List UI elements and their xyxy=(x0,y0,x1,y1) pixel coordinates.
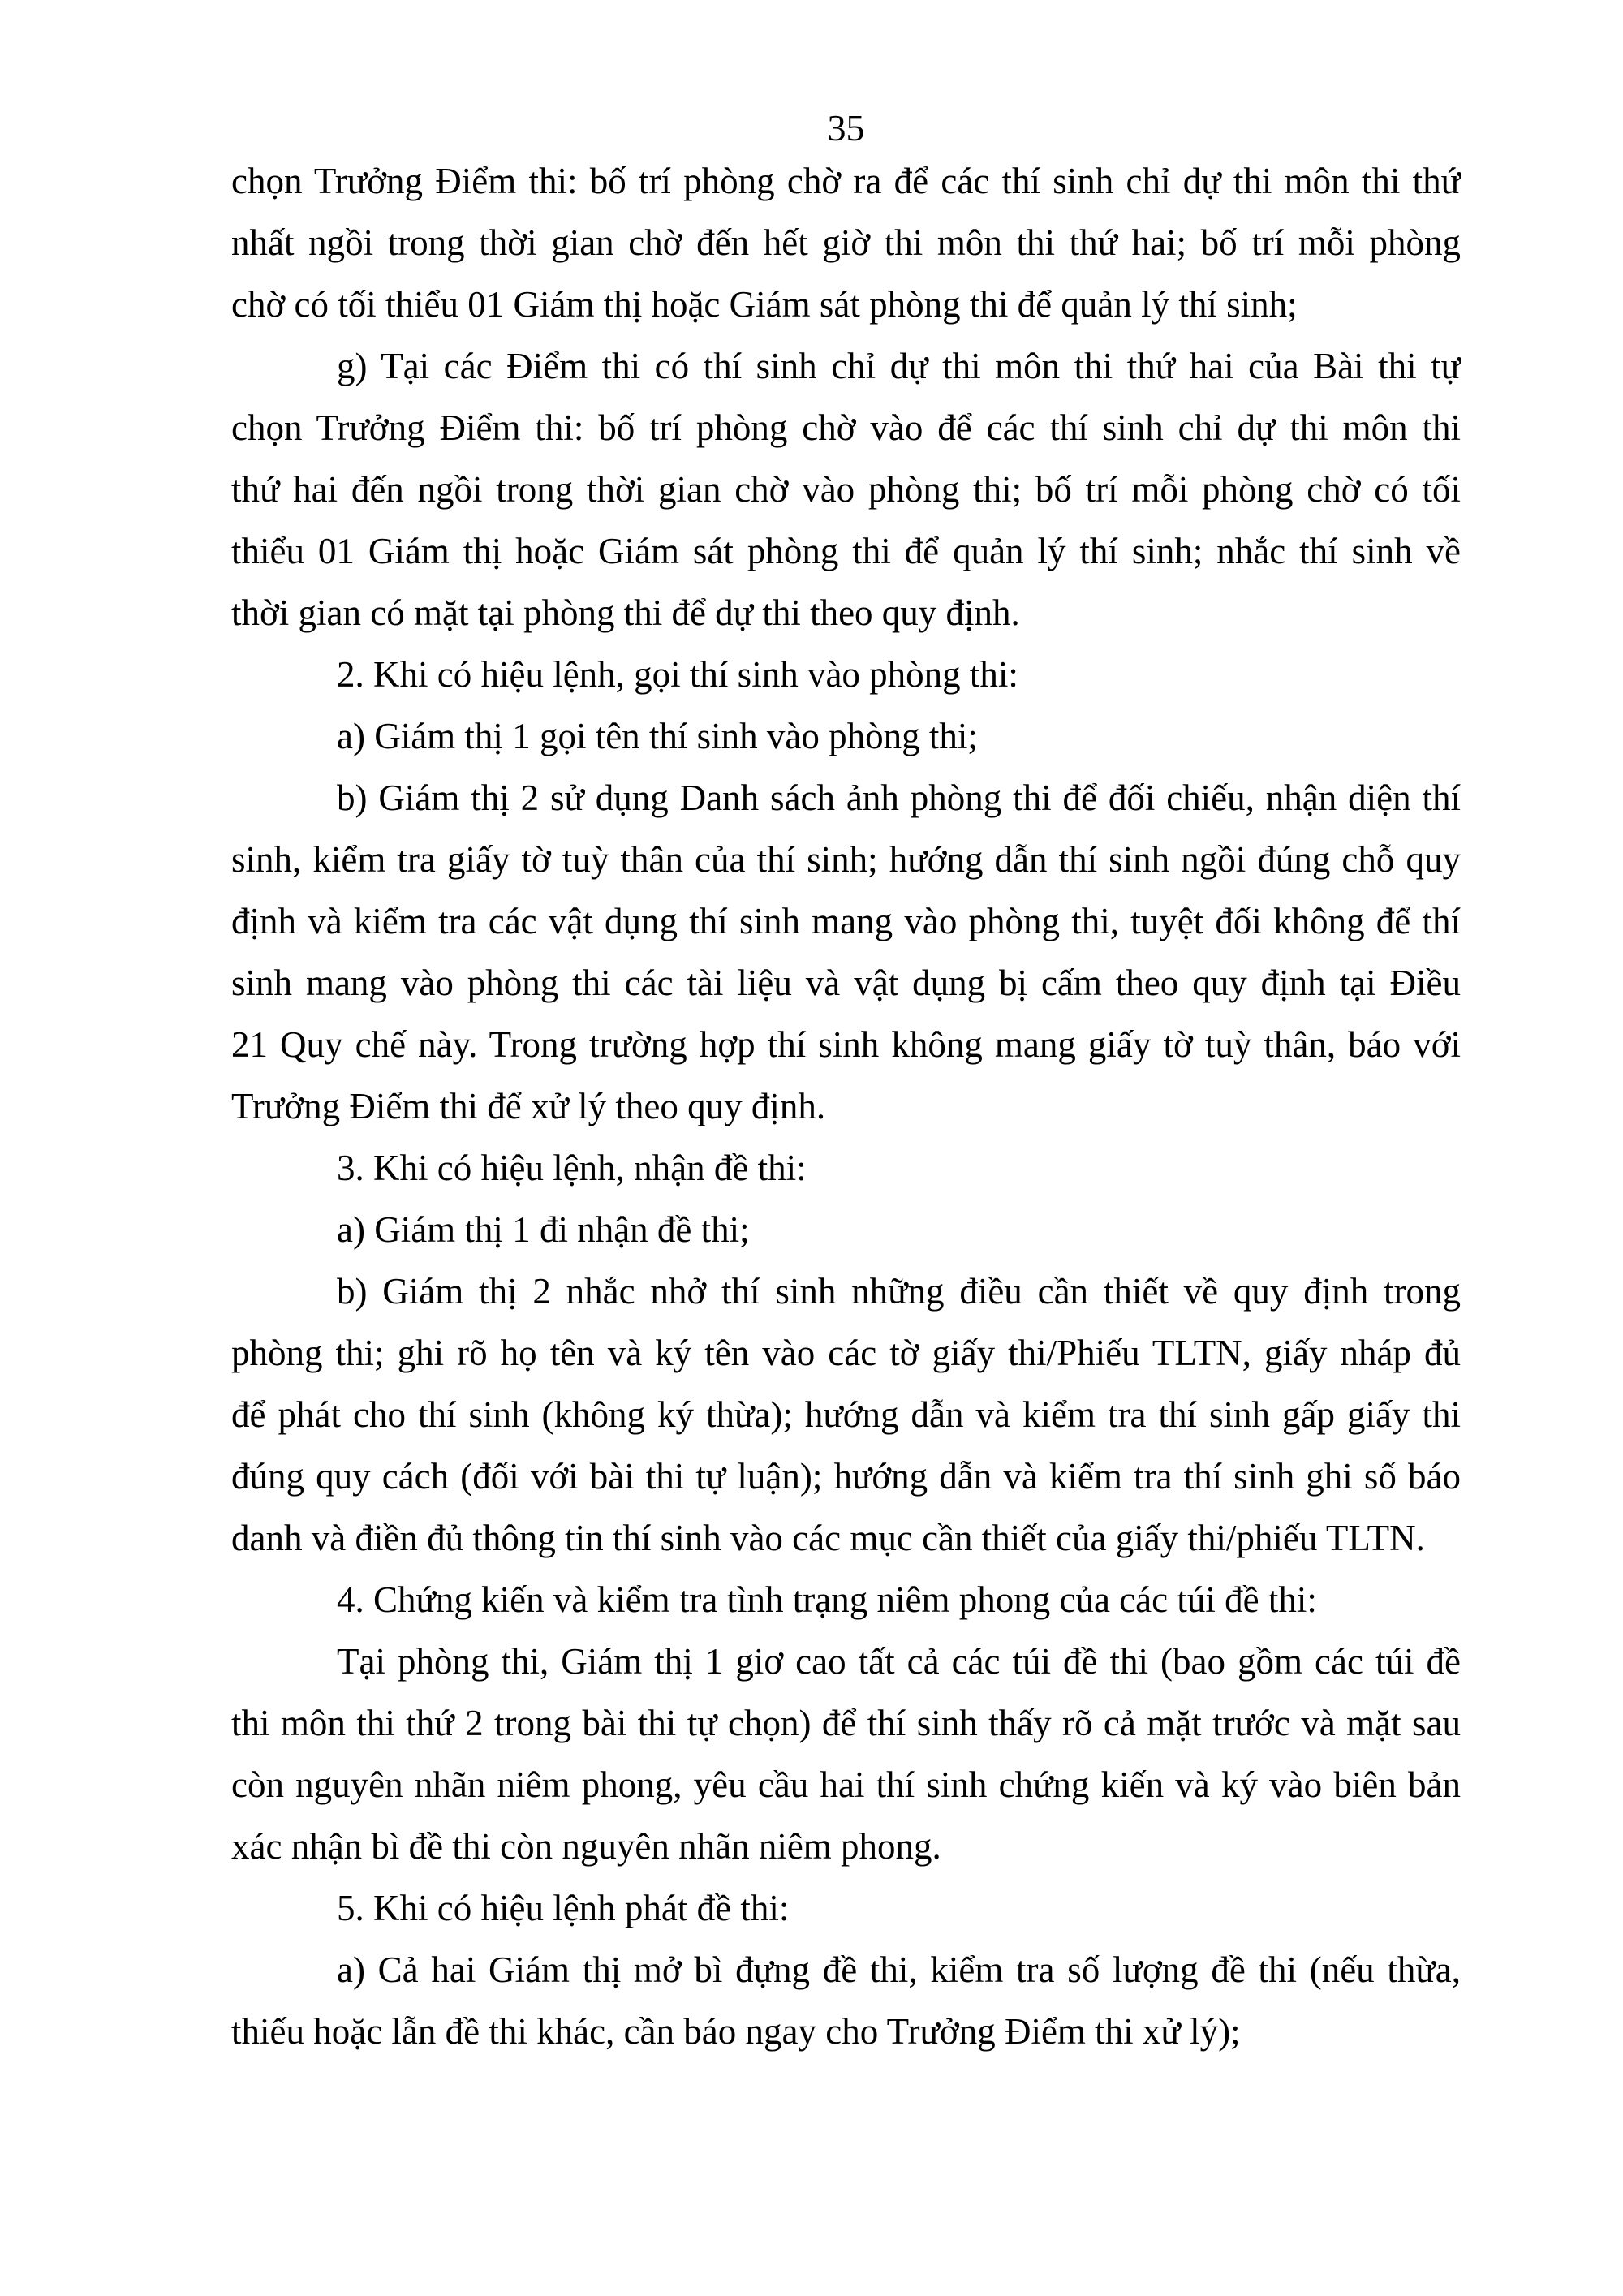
text-line: g) Tại các Điểm thi có thí sinh chỉ dự thi môn thi thứ hai của Bài thi tự xyxy=(337,346,1461,386)
text-line: 5. Khi có hiệu lệnh phát đề thi: xyxy=(337,1888,790,1928)
paragraph xyxy=(231,1199,1461,1260)
text-line: a) Cả hai Giám thị mở bì đựng đề thi, kiểm tra số lượng đề thi (nếu thừa, xyxy=(337,1949,1461,1990)
text-line: thiểu 01 Giám thị hoặc Giám sát phòng thi để quản lý thí sinh; nhắc thí sinh về xyxy=(231,531,1461,571)
text-line: xác nhận bì đề thi còn nguyên nhãn niêm phong. xyxy=(231,1826,941,1867)
paragraph xyxy=(231,1630,1461,1877)
text-line: phòng thi; ghi rõ họ tên và ký tên vào các tờ giấy thi/Phiếu TLTN, giấy nháp đủ xyxy=(231,1333,1461,1373)
text-line: còn nguyên nhãn niêm phong, yêu cầu hai thí sinh chứng kiến và ký vào biên bản xyxy=(231,1764,1461,1805)
text-line: chọn Trưởng Điểm thi: bố trí phòng chờ vào để các thí sinh chỉ dự thi môn thi xyxy=(231,407,1461,448)
text-line: định và kiểm tra các vật dụng thí sinh mang vào phòng thi, tuyệt đối không để thí xyxy=(231,901,1461,941)
text-line: sinh mang vào phòng thi các tài liệu và vật dụng bị cấm theo quy định tại Điều xyxy=(231,963,1461,1003)
text-line: đúng quy cách (đối với bài thi tự luận); hướng dẫn và kiểm tra thí sinh ghi số báo xyxy=(231,1456,1461,1497)
text-line: Tại phòng thi, Giám thị 1 giơ cao tất cả các túi đề thi (bao gồm các túi đề xyxy=(337,1641,1461,1682)
paragraph xyxy=(231,335,1461,644)
paragraph xyxy=(231,767,1461,1137)
text-line: 3. Khi có hiệu lệnh, nhận đề thi: xyxy=(337,1148,807,1188)
text-line: danh và điền đủ thông tin thí sinh vào các mục cần thiết của giấy thi/phiếu TLTN. xyxy=(231,1518,1425,1558)
document-body xyxy=(231,150,1461,2062)
paragraph xyxy=(231,1877,1461,1939)
text-line: chọn Trưởng Điểm thi: bố trí phòng chờ ra để các thí sinh chỉ dự thi môn thi thứ xyxy=(231,161,1461,201)
paragraph xyxy=(231,1569,1461,1630)
text-line: a) Giám thị 1 đi nhận đề thi; xyxy=(337,1209,750,1250)
paragraph xyxy=(231,644,1461,705)
text-line: 4. Chứng kiến và kiểm tra tình trạng niêm phong của các túi đề thi: xyxy=(337,1579,1317,1620)
text-line: để phát cho thí sinh (không ký thừa); hướng dẫn và kiểm tra thí sinh gấp giấy thi xyxy=(231,1394,1461,1435)
paragraph xyxy=(231,1137,1461,1199)
paragraph xyxy=(231,705,1461,767)
paragraph xyxy=(231,150,1461,335)
text-line: b) Giám thị 2 sử dụng Danh sách ảnh phòng thi để đối chiếu, nhận diện thí xyxy=(337,778,1461,818)
text-line: Trưởng Điểm thi để xử lý theo quy định. xyxy=(231,1086,826,1126)
text-line: thiếu hoặc lẫn đề thi khác, cần báo ngay cho Trưởng Điểm thi xử lý); xyxy=(231,2011,1241,2052)
text-line: 2. Khi có hiệu lệnh, gọi thí sinh vào phòng thi: xyxy=(337,654,1018,695)
text-line: b) Giám thị 2 nhắc nhở thí sinh những điều cần thiết về quy định trong xyxy=(337,1271,1461,1312)
text-line: a) Giám thị 1 gọi tên thí sinh vào phòng thi; xyxy=(337,716,978,756)
text-line: thi môn thi thứ 2 trong bài thi tự chọn) để thí sinh thấy rõ cả mặt trước và mặt sau xyxy=(231,1703,1461,1743)
paragraph xyxy=(231,1939,1461,2062)
text-line: 21 Quy chế này. Trong trường hợp thí sinh không mang giấy tờ tuỳ thân, báo với xyxy=(231,1024,1461,1065)
page-number: 35 xyxy=(827,107,865,149)
paragraph xyxy=(231,1260,1461,1569)
text-line: nhất ngồi trong thời gian chờ đến hết giờ thi môn thi thứ hai; bố trí mỗi phòng xyxy=(231,222,1461,263)
text-line: thời gian có mặt tại phòng thi để dự thi theo quy định. xyxy=(231,592,1020,633)
text-line: sinh, kiểm tra giấy tờ tuỳ thân của thí sinh; hướng dẫn thí sinh ngồi đúng chỗ quy xyxy=(231,839,1461,880)
text-line: thứ hai đến ngồi trong thời gian chờ vào phòng thi; bố trí mỗi phòng chờ có tối xyxy=(231,469,1461,510)
text-line: chờ có tối thiểu 01 Giám thị hoặc Giám sát phòng thi để quản lý thí sinh; xyxy=(231,284,1298,325)
